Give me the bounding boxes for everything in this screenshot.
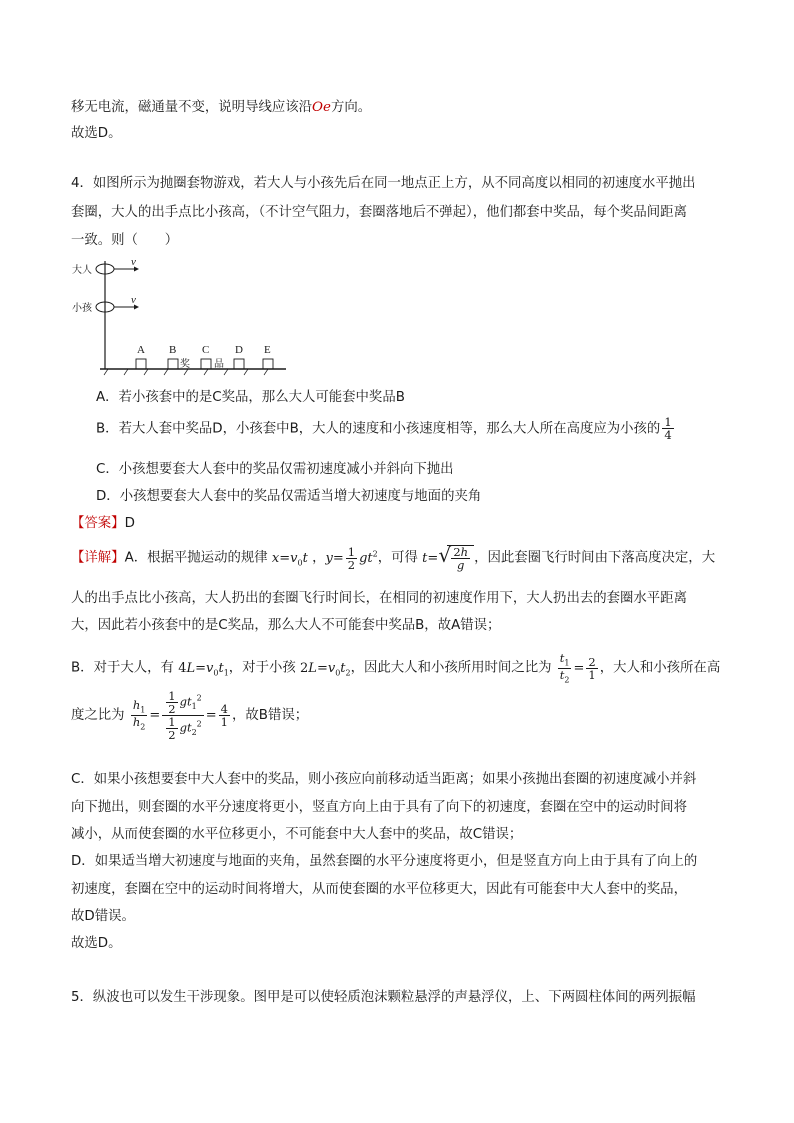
- q4-line1: 4．如图所示为抛圈套物游戏，若大人与小孩先后在同一地点正上方，从不同高度以相同的初速度水平抛出: [71, 176, 696, 191]
- svg-text:A: A: [137, 344, 145, 356]
- text: B．对于大人，有: [71, 660, 174, 676]
- var-oe: Oe: [312, 100, 331, 115]
- text: ，可得: [377, 550, 418, 566]
- svg-text:C: C: [202, 344, 210, 356]
- prev-final: 故选D。: [71, 126, 122, 141]
- ring-toss-figure: [70, 255, 290, 377]
- text: 移无电流，磁通量不变，说明导线应该沿: [71, 100, 313, 115]
- formula-height-ratio: $\frac{h_1}{h_2}$ = $\frac{1}{2}$ $gt_1^2$ $\frac{1}{2}$ $gt_2^2$ = $\frac{4}{1}$: [132, 689, 228, 743]
- q5-line1: 5．纵波也可以发生干涉现象。图甲是可以使轻质泡沫颗粒悬浮的声悬浮仪，上、下两圆柱体间的两列振幅: [71, 990, 696, 1005]
- velocity-label-adult: v: [131, 256, 136, 268]
- velocity-label-child: v: [131, 294, 136, 306]
- answer-line: [71, 512, 135, 531]
- detail-c-line1: C．如果小孩想要套中大人套中的奖品，则小孩应向前移动适当距离；如果小孩抛出套圈的初速度减小并斜: [71, 772, 697, 787]
- child-label: 小孩: [72, 303, 92, 314]
- prize-text-1: 奖: [180, 359, 190, 370]
- q4-line3: 一致。则（ ）: [71, 233, 179, 248]
- formula-y: y= $\frac{1}{2}$ $gt^2$: [325, 544, 378, 572]
- text: ，因此套圈飞行时间由下落高度决定，大: [474, 550, 716, 566]
- q4-line2: 套圈，大人的出手点比小孩高，（不计空气阻力，套圈落地后不弹起），他们都套中奖品，每个奖品间距离: [71, 205, 687, 220]
- formula-child: $2L=v_0t_2$: [300, 660, 351, 678]
- formula-adult: $4L=v_0t_1$: [178, 660, 229, 678]
- text: A．根据平抛运动的规律: [124, 550, 268, 566]
- adult-label: 大人: [72, 265, 92, 276]
- detail-d-line2: 初速度，套圈在空中的运动时间将增大，从而使套圈的水平位移更大，因此有可能套中大人套中的奖品，: [71, 882, 687, 897]
- text: ，因此大人和小孩所用时间之比为: [350, 660, 552, 676]
- detail-c-line3: 减小，从而使套圈的水平位移更小，不可能套中大人套中的奖品，故C错误；: [71, 827, 523, 842]
- svg-text:E: E: [264, 344, 271, 356]
- option-a: A．若小孩套中的是C奖品，那么大人可能套中奖品B: [96, 390, 405, 405]
- detail-a-line1: 【详解】A．根据平抛运动的规律 $x=v_0t$ ，y= $\frac{1}{2}$ $gt^2$，可得 t= √ $\frac{2h}{g}$ ，因此套圈飞行时间由下落高度决定，大: [71, 543, 716, 573]
- detail-tag: 【详解】: [71, 550, 125, 566]
- final-answer: 故选D。: [71, 936, 122, 951]
- text: 度之比为: [71, 708, 125, 724]
- prize-text-2: 品: [214, 359, 224, 370]
- formula-time-ratio: $\frac{t_1}{t_2}$ = $\frac{2}{1}$: [559, 651, 596, 684]
- text: ，故B错误；: [231, 708, 309, 724]
- detail-b-line2: [71, 690, 308, 741]
- svg-text:D: D: [235, 344, 243, 356]
- formula-t: t= √ $\frac{2h}{g}$: [422, 551, 474, 566]
- answer-tag: 【答案】: [71, 516, 125, 531]
- detail-d-line1: D．如果适当增大初速度与地面的夹角，虽然套圈的水平分速度将更小，但是竖直方向上由于具有了向上的: [71, 854, 698, 869]
- prev-answer-line: [71, 96, 371, 115]
- detail-b-line1: [71, 652, 720, 684]
- prize-e: [263, 344, 273, 369]
- option-b: [96, 416, 676, 441]
- formula-x: $x=v_0t$: [271, 550, 308, 568]
- prize-a: [136, 344, 146, 369]
- text: ，大人和小孩所在高: [599, 660, 721, 676]
- detail-a-line2: 人的出手点比小孩高，大人扔出的套圈飞行时间长，在相同的初速度作用下，大人扔出去的套圈水平距离: [71, 591, 687, 606]
- prize-c: [201, 344, 211, 369]
- option-d: D．小孩想要套大人套中的奖品仅需适当增大初速度与地面的夹角: [96, 489, 482, 504]
- text: 方向。: [330, 100, 372, 115]
- prize-b: [168, 344, 178, 369]
- detail-c-line2: 向下抛出，则套圈的水平分速度将更小，竖直方向上由于具有了向下的初速度，套圈在空中的运动时间将: [71, 800, 687, 815]
- option-b-text: B．若大人套中奖品D，小孩套中B，大人的速度和小孩速度相等，那么大人所在高度应为小孩的: [96, 421, 661, 437]
- svg-text:B: B: [169, 344, 177, 356]
- detail-a-line3: 大，因此若小孩套中的是C奖品，那么大人不可能套中奖品B，故A错误；: [71, 618, 501, 633]
- option-c: C．小孩想要套大人套中的奖品仅需初速度减小并斜向下抛出: [96, 462, 454, 477]
- text: ，对于小孩: [228, 660, 296, 676]
- answer-value: D: [124, 516, 135, 531]
- fraction-one-quarter: $\frac{1}{4}$: [664, 415, 672, 443]
- prize-d: [234, 344, 244, 369]
- detail-d-line3: 故D错误。: [71, 909, 135, 924]
